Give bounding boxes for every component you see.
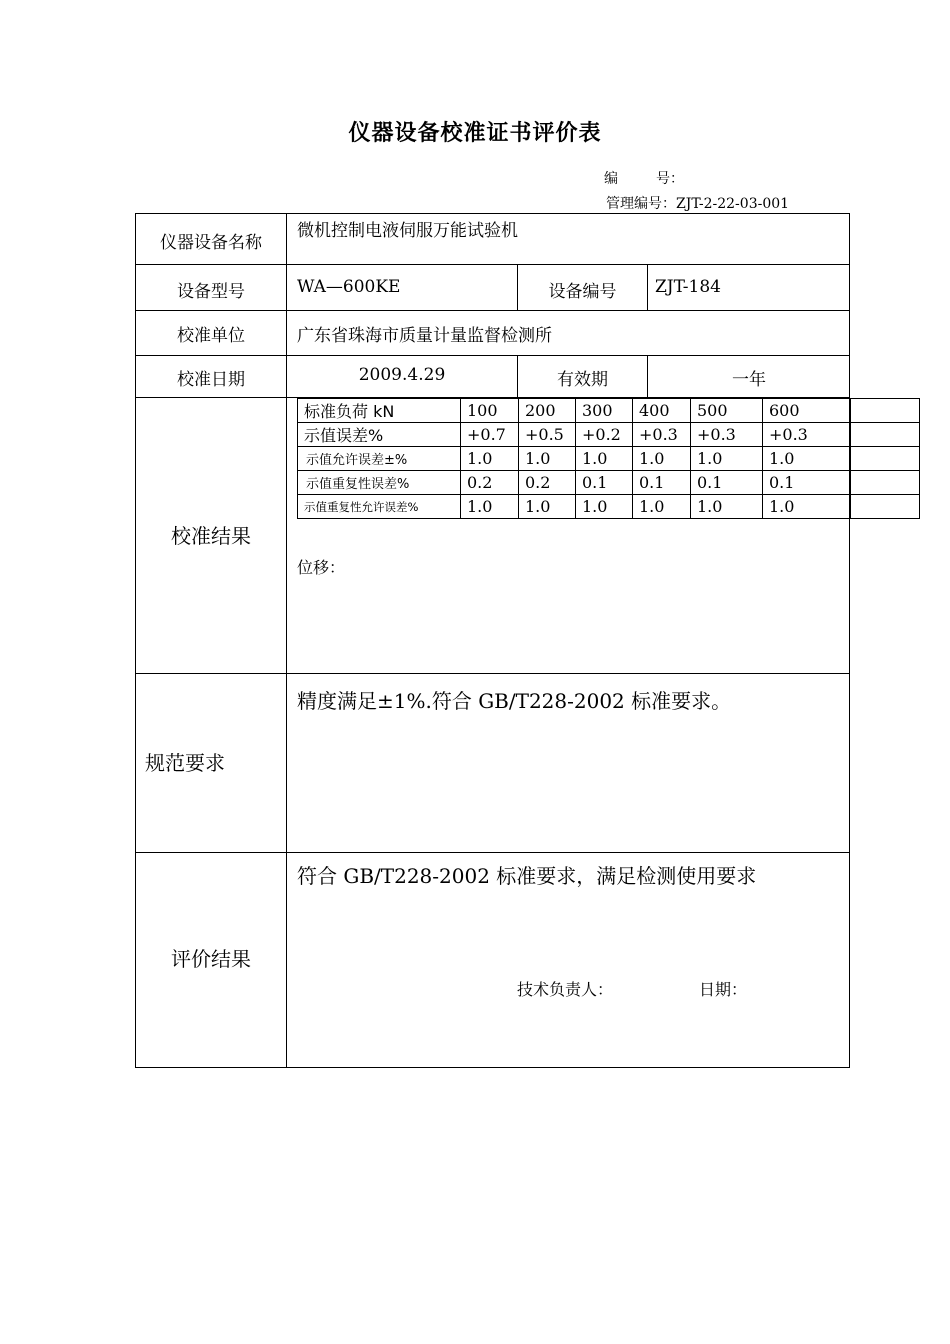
- row-divider: [135, 673, 850, 674]
- table-cell-empty: [851, 471, 920, 495]
- spec-text: 精度满足±1%.符合 GB/T228-2002 标准要求。: [297, 689, 732, 713]
- table-row: [298, 495, 920, 519]
- calib-result-label: 校准结果: [171, 524, 251, 548]
- table-cell: 0.1: [763, 471, 851, 495]
- table-cell: 300: [576, 399, 633, 423]
- table-cell: 1.0: [691, 447, 763, 471]
- equipment-no-label: 设备编号: [548, 282, 617, 302]
- equipment-name-value: 微机控制电液伺服万能试验机: [297, 221, 518, 241]
- table-cell: +0.5: [519, 423, 576, 447]
- table-cell: 1.0: [519, 447, 576, 471]
- number-label-char: 编: [604, 171, 618, 187]
- table-row: [298, 447, 920, 471]
- page-title: 仪器设备校准证书评价表: [348, 121, 602, 146]
- table-cell: 200: [519, 399, 576, 423]
- column-divider: [286, 213, 287, 1068]
- table-row: [298, 471, 920, 495]
- spec-label: 规范要求: [145, 751, 225, 775]
- table-row: [298, 399, 920, 423]
- row-label: 标准负荷 kN: [298, 399, 461, 423]
- eval-label: 评价结果: [171, 947, 251, 971]
- row-divider: [135, 852, 850, 853]
- table-cell: 1.0: [461, 495, 519, 519]
- table-cell: 500: [691, 399, 763, 423]
- eval-text: 符合 GB/T228-2002 标准要求，满足检测使用要求: [297, 864, 757, 888]
- table-cell: +0.7: [461, 423, 519, 447]
- row-label: 示值误差%: [298, 423, 461, 447]
- calib-unit-value: 广东省珠海市质量计量监督检测所: [297, 326, 552, 346]
- table-cell: +0.3: [633, 423, 691, 447]
- model-value: WA—600KE: [297, 277, 401, 297]
- table-cell: 1.0: [633, 447, 691, 471]
- calib-date-value: 2009.4.29: [358, 365, 446, 385]
- tech-lead-label: 技术负责人：: [517, 980, 614, 999]
- table-cell: 1.0: [763, 447, 851, 471]
- row-label: 示值允许误差±%: [298, 447, 461, 471]
- table-cell: 1.0: [519, 495, 576, 519]
- table-cell: 1.0: [763, 495, 851, 519]
- row-divider: [135, 264, 850, 265]
- table-cell-empty: [851, 399, 920, 423]
- table-cell-empty: [851, 447, 920, 471]
- table-cell: 0.1: [576, 471, 633, 495]
- equipment-name-label: 仪器设备名称: [160, 233, 262, 253]
- table-cell: 600: [763, 399, 851, 423]
- validity-value: 一年: [732, 370, 766, 390]
- validity-label: 有效期: [557, 370, 608, 390]
- row-divider: [135, 310, 850, 311]
- table-cell: +0.3: [691, 423, 763, 447]
- table-cell: 1.0: [461, 447, 519, 471]
- equipment-no-value: ZJT-184: [655, 277, 721, 297]
- model-label: 设备型号: [177, 282, 245, 302]
- row-label: 示值重复性误差%: [298, 471, 461, 495]
- table-cell-empty: [851, 423, 920, 447]
- table-cell: 0.2: [461, 471, 519, 495]
- calibration-results-table: [297, 398, 920, 519]
- table-cell: +0.3: [763, 423, 851, 447]
- calib-date-label: 校准日期: [177, 370, 245, 390]
- displacement-label: 位移：: [297, 558, 346, 577]
- date-label: 日期：: [699, 980, 748, 999]
- table-cell: 1.0: [576, 495, 633, 519]
- calib-unit-label: 校准单位: [177, 326, 245, 346]
- table-cell: 0.1: [633, 471, 691, 495]
- table-cell: 100: [461, 399, 519, 423]
- document-number-label: [604, 168, 684, 188]
- table-cell: 0.2: [519, 471, 576, 495]
- column-divider: [647, 264, 648, 310]
- row-label: 示值重复性允许误差%: [298, 495, 461, 519]
- table-cell: 400: [633, 399, 691, 423]
- table-cell: 1.0: [691, 495, 763, 519]
- management-number: 管理编号：ZJT-2-22-03-001: [606, 196, 790, 212]
- number-label-suffix: 号：: [656, 171, 684, 187]
- table-cell: 1.0: [576, 447, 633, 471]
- table-row: [298, 423, 920, 447]
- table-cell-empty: [851, 495, 920, 519]
- table-cell: +0.2: [576, 423, 633, 447]
- table-cell: 1.0: [633, 495, 691, 519]
- row-divider: [135, 355, 850, 356]
- table-cell: 0.1: [691, 471, 763, 495]
